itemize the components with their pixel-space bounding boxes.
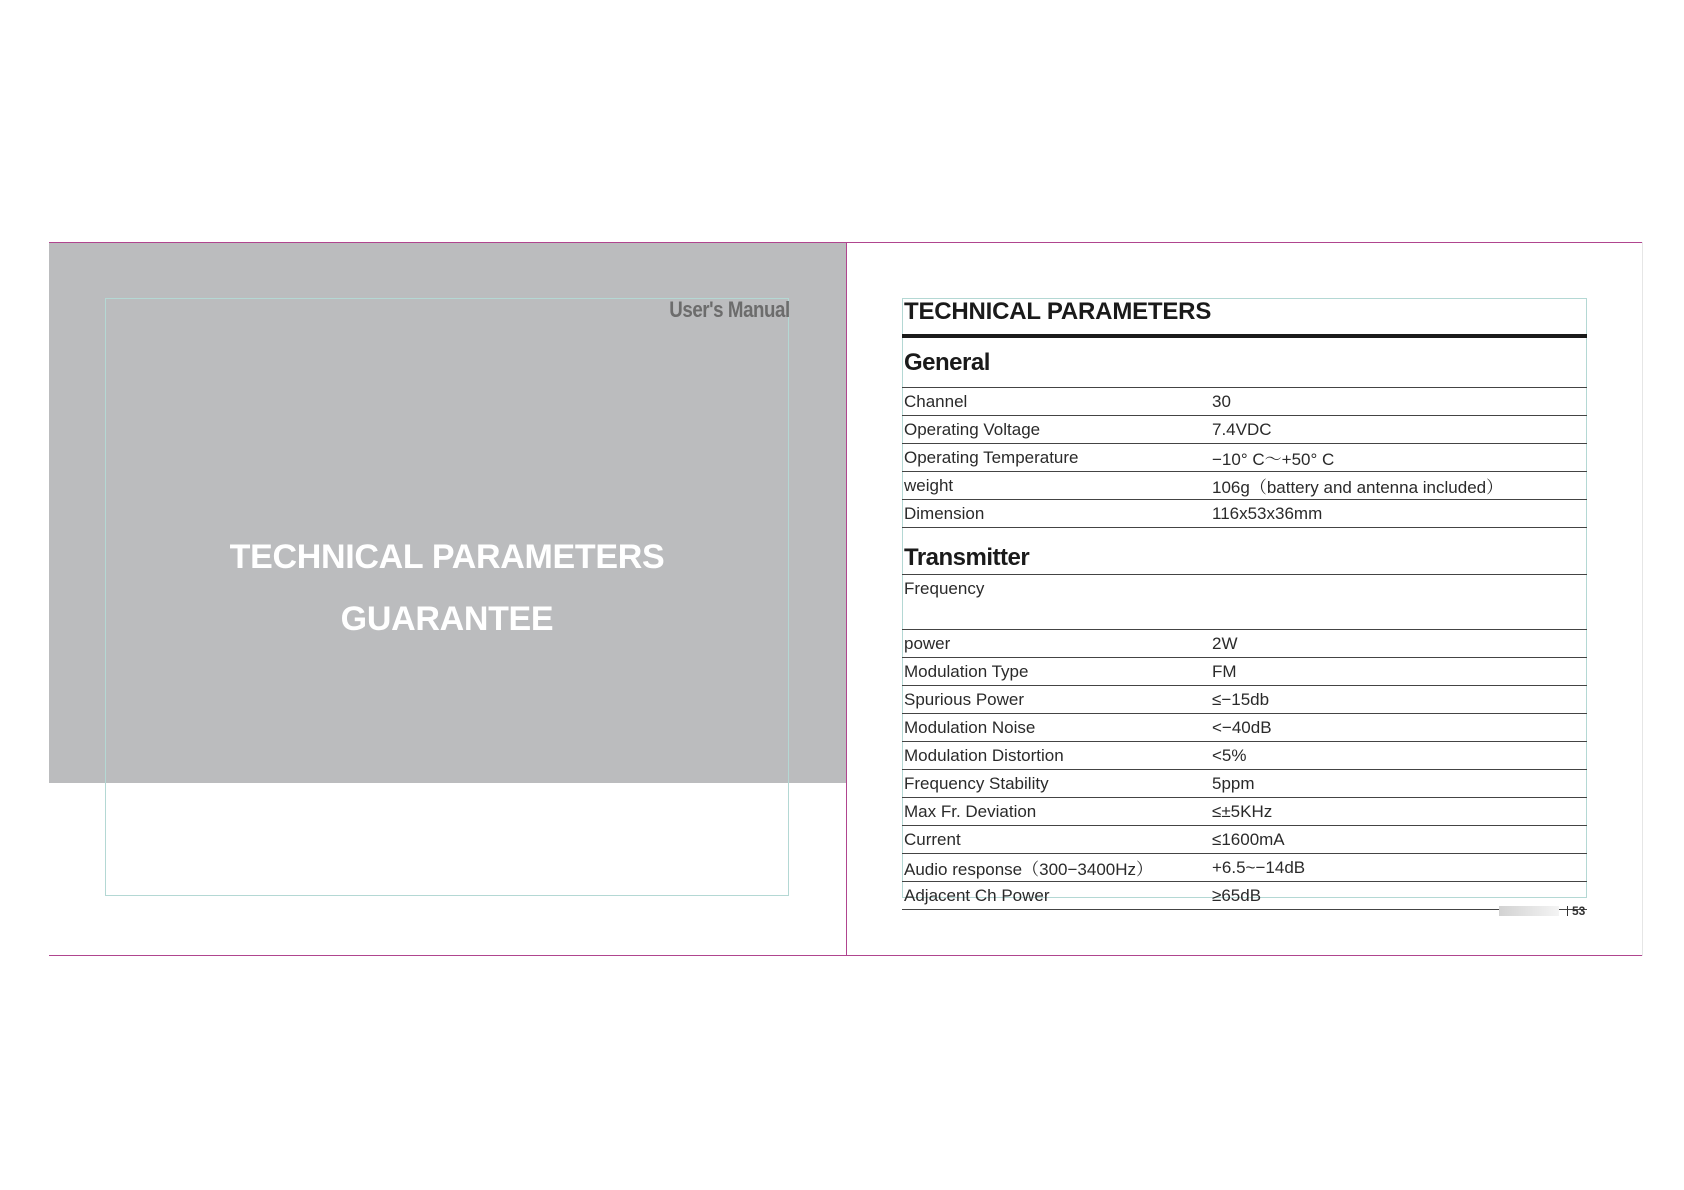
- table-row: [902, 658, 1587, 686]
- section-transmitter: Transmitter: [902, 528, 1587, 575]
- param-name: Audio response（300−3400Hz）: [904, 860, 1154, 879]
- param-value: 30: [1212, 391, 1231, 411]
- table-row-frequency: [902, 575, 1587, 630]
- table-row: [902, 882, 1587, 910]
- table-row: [902, 826, 1587, 854]
- param-name: power: [904, 633, 951, 653]
- table-row: [902, 770, 1587, 798]
- param-value: <5%: [1212, 745, 1247, 765]
- param-name: Max Fr. Deviation: [904, 801, 1037, 821]
- users-manual-header: User's Manual: [669, 297, 790, 322]
- menu-technical-parameters: TECHNICAL PARAMETERS: [229, 538, 665, 576]
- table-row: [902, 416, 1587, 444]
- section-general: General: [902, 338, 1587, 388]
- table-row: [902, 742, 1587, 770]
- table-row: [902, 444, 1587, 472]
- param-name: Operating Voltage: [904, 419, 1041, 439]
- param-name: weight: [904, 475, 954, 495]
- table-row: [902, 472, 1587, 500]
- param-value: +6.5~−14dB: [1212, 857, 1306, 877]
- param-value: FM: [1212, 661, 1237, 681]
- menu-guarantee: GUARANTEE: [340, 600, 554, 638]
- param-name: Adjacent Ch Power: [904, 885, 1050, 905]
- param-name: Dimension: [904, 503, 985, 523]
- param-value: ≤1600mA: [1212, 829, 1285, 849]
- param-name: Modulation Distortion: [904, 745, 1064, 765]
- param-value: 5ppm: [1212, 773, 1255, 793]
- table-row: [902, 388, 1587, 416]
- param-value: 116x53x36mm: [1212, 503, 1323, 523]
- param-name: Channel: [904, 391, 968, 411]
- param-name: Frequency: [904, 579, 985, 598]
- param-name: Operating Temperature: [904, 447, 1079, 467]
- param-name: Modulation Type: [904, 661, 1029, 681]
- spine-rule: [846, 242, 847, 956]
- table-row: [902, 798, 1587, 826]
- param-value: <−40dB: [1212, 717, 1272, 737]
- param-value: ≤−15db: [1212, 689, 1270, 709]
- right-edge-rule: [1642, 242, 1643, 956]
- param-name: Spurious Power: [904, 689, 1025, 709]
- spec-sheet: [902, 298, 1587, 910]
- table-row: [902, 500, 1587, 528]
- page-number: [1499, 904, 1585, 918]
- transmitter-table: [902, 575, 1587, 910]
- param-value: ≥65dB: [1212, 885, 1262, 905]
- param-value: 2W: [1212, 633, 1238, 653]
- param-value: ≤±5KHz: [1212, 801, 1273, 821]
- table-row: [902, 630, 1587, 658]
- param-name: Modulation Noise: [904, 717, 1036, 737]
- param-name: Current: [904, 829, 961, 849]
- page-number-separator: [1567, 906, 1568, 916]
- param-name: Frequency Stability: [904, 773, 1049, 793]
- param-value: 106g（battery and antenna included）: [1212, 478, 1504, 497]
- left-page-frame: [105, 298, 789, 896]
- table-row: [902, 714, 1587, 742]
- table-row: [902, 854, 1587, 882]
- spec-title: TECHNICAL PARAMETERS: [902, 298, 1587, 338]
- page-number-text: 53: [1572, 904, 1586, 918]
- general-table: [902, 388, 1587, 528]
- param-value: 7.4VDC: [1212, 419, 1272, 439]
- param-value: −10° C～+50° C: [1212, 450, 1335, 469]
- page-number-bar: [1499, 906, 1559, 916]
- table-row: [902, 686, 1587, 714]
